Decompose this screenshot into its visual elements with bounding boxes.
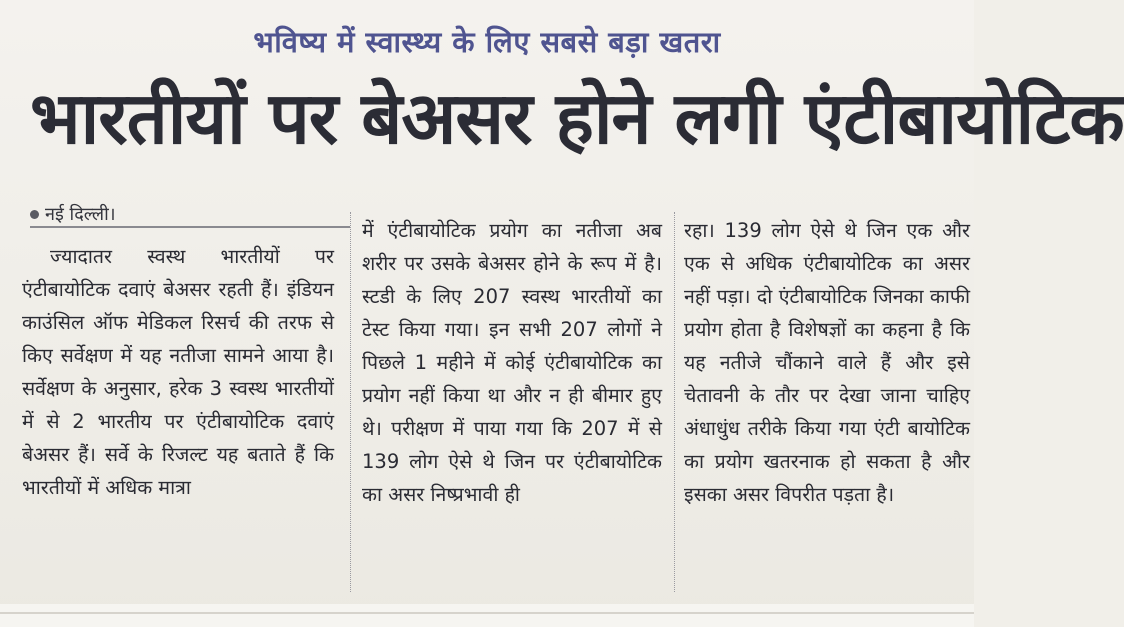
- article-column-1: ज्यादातर स्वस्थ भारतीयों पर एंटीबायोटिक दवाएं बेअसर रहती हैं। इंडियन काउंसिल ऑफ मेडिकल रिसर्च की तरफ से किए सर्वेक्षण में यह नतीजा सामने आया है। सर्वेक्षण के अनुसार, हरेक 3 स्वस्थ भारतीयों में से 2 भारतीय पर एंटीबायोटिक दवाएं बेअसर हैं। सर्वे के रिजल्ट यह बताते हैं कि भारतीयों में अधिक मात्रा: [22, 245, 334, 499]
- bottom-rule: [0, 612, 974, 614]
- dateline-rule: [30, 226, 350, 228]
- article-kicker: भविष्य में स्वास्थ्य के लिए सबसे बड़ा खतरा: [253, 25, 721, 59]
- page-margin: [0, 604, 974, 627]
- column-divider: [674, 212, 675, 592]
- dateline-text: नई दिल्ली।: [45, 204, 116, 225]
- column-divider: [350, 212, 351, 592]
- dateline: [30, 202, 116, 226]
- article-column-2: में एंटीबायोटिक प्रयोग का नतीजा अब शरीर पर उसके बेअसर होने के रूप में है। स्टडी के लिए 207 स्वस्थ भारतीयों का टेस्ट किया गया। इन सभी 207 लोगों ने पिछले 1 महीने में कोई एंटीबायोटिक का प्रयोग नहीं किया था और न ही बीमार हुए थे। परीक्षण में पाया गया कि 207 में से 139 लोग ऐसे थे जिन पर एंटीबायोटिक का असर निष्प्रभावी ही: [362, 219, 662, 506]
- article-headline: भारतीयों पर बेअसर होने लगी एंटीबायोटिक: [30, 76, 1124, 160]
- bullet-icon: [30, 210, 39, 219]
- article-column-3: रहा। 139 लोग ऐसे थे जिन एक और एक से अधिक एंटीबायोटिक का असर नहीं पड़ा। दो एंटीबायोटिक जिनका काफी प्रयोग होता है विशेषज्ञों का कहना है कि यह नतीजे चौंकाने वाले हैं और इसे चेतावनी के तौर पर देखा जाना चाहिए अंधाधुंध तरीके किया गया एंटी बायोटिक का प्रयोग खतरनाक हो सकता है और इसका असर विपरीत पड़ता है।: [684, 219, 970, 506]
